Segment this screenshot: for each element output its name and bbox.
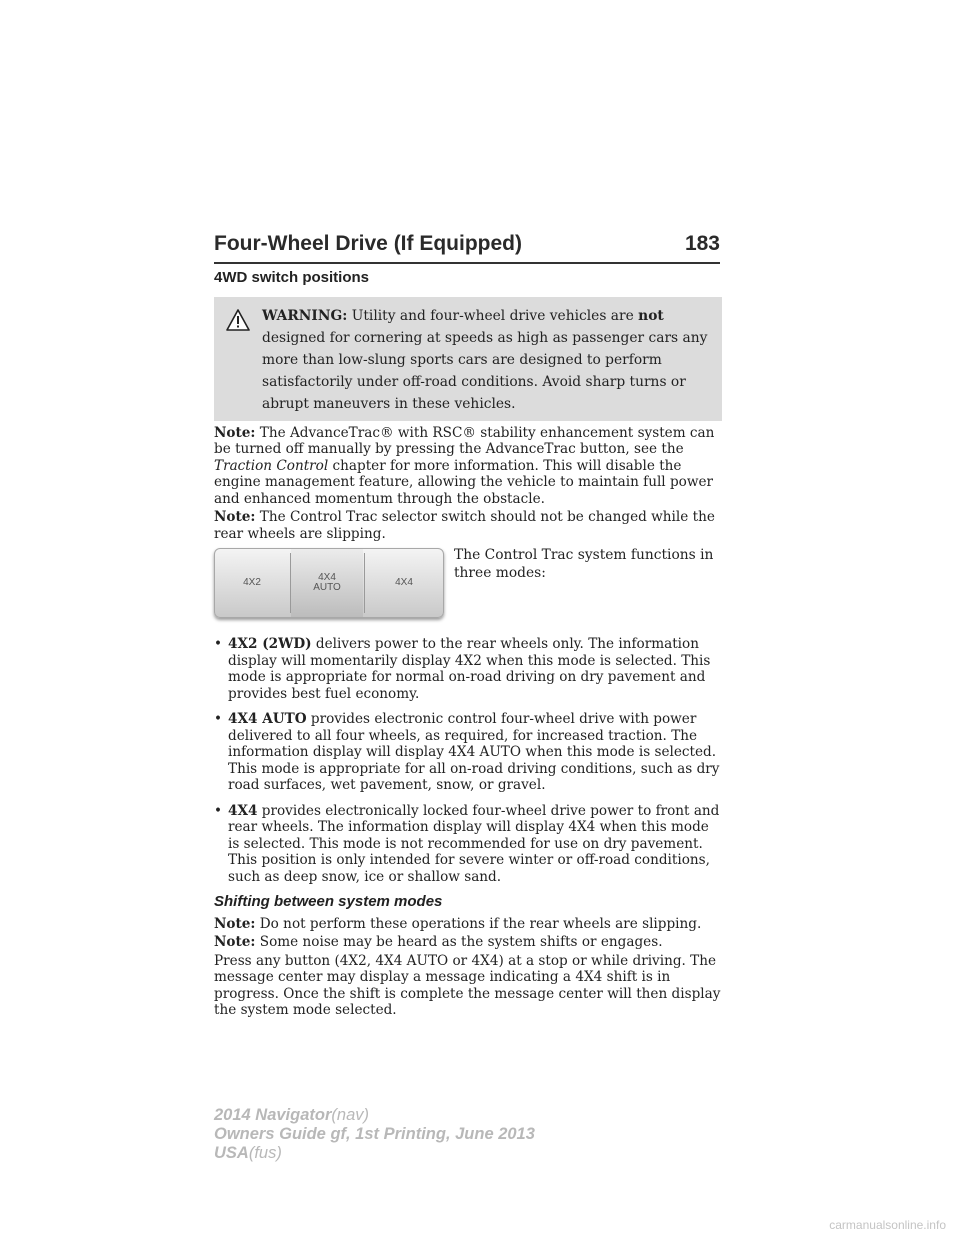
warning-text [218,305,718,415]
page-number: 183 [684,232,720,255]
note-text: chapter for more information. This will disable the engine management feature, allowing the vehicle to maintain full power and enhanced momentum through the obstacle. [214,457,714,507]
note-text: The Control Trac selector switch should not be changed while the rear wheels are slipping. [214,509,715,542]
note-text: The AdvanceTrac® with RSC® stability enhancement system can be turned off manually by pressing the AdvanceTrac button, see the [214,424,715,457]
mode-term: 4X2 (2WD) [228,636,312,652]
list-item [214,636,722,702]
section-title: 4WD switch positions [214,269,370,286]
page-footer [214,1106,535,1163]
shift-paragraph: Press any button (4X2, 4X4 AUTO or 4X4) at a stop or while driving. The message center may display a message indicating a 4X4 shift is in progress. Once the shift is complete the message center will then display the system mode selected. [214,952,721,1018]
modes-intro: The Control Trac system functions in three modes: [454,547,714,581]
footer-model-code: (nav) [331,1106,369,1124]
note-advancetrac [214,425,722,508]
mode-description: provides electronic control four-wheel drive with power delivered to all four wheels, as required, for increased traction. The information display will display 4X4 AUTO when this mode is selected. This mode is appropriate for all on-road driving conditions, such as dry road surfaces, wet pavement, snow, or gravel. [228,711,720,793]
watermark: carmanualsonline.info [829,1218,946,1232]
switch-4x2-segment: 4X2 [243,577,261,588]
switch-auto-line2: AUTO [313,582,341,593]
shift-note [214,934,722,951]
shift-note [214,916,722,933]
subheading: Shifting between system modes [214,893,443,910]
switch-figure-row [214,546,722,630]
switch-4x4-segment: 4X4 [395,577,413,588]
bullet-icon: • [214,711,223,727]
footer-model: 2014 Navigator [214,1106,332,1124]
warning-triangle-icon [226,309,250,331]
footer-edition: Owners Guide gf, 1st Printing, June 2013 [214,1125,535,1143]
note-label: Note: [214,915,256,932]
note-reference: Traction Control [214,457,329,474]
page-content [214,268,722,1021]
mode-description: delivers power to the rear wheels only. The information display will momentarily display 4X2 when this mode is selected. This mode is appropriate for normal on-road driving on dry pavement and provides best fuel economy. [228,636,711,702]
note-label: Note: [214,424,256,441]
warning-label: WARNING: [262,307,348,324]
warning-box [214,297,722,421]
mode-description: provides electronically locked four-wheel drive power to front and rear wheels. The information display will display 4X4 when this mode is selected. This mode is not recommended for use on dry pavement. This position is only intended for severe winter or off-road conditions, such as deep snow, ice or shallow sand. [228,802,720,885]
mode-term: 4X4 AUTO [228,711,307,727]
page-header [214,232,720,264]
note-label: Note: [214,934,256,950]
4wd-switch-illustration [214,548,444,618]
mode-term: 4X4 [228,802,258,819]
mode-list [214,636,722,885]
warning-text-a: Utility and four-wheel drive vehicles are [351,307,634,324]
chapter-title: Four-Wheel Drive (If Equipped) [214,232,522,255]
bullet-icon: • [214,802,223,819]
note-label: Note: [214,509,256,525]
footer-region: USA [214,1144,249,1162]
warning-text-b: designed for cornering at speeds as high as passenger cars any more than low-slung sports cars are designed to perform satisfactorily under off-road conditions. Avoid sharp turns or abrupt maneuvers in these vehicles. [262,329,708,412]
list-item [214,803,722,886]
note-text: Some noise may be heard as the system shifts or engages. [259,934,663,950]
switch-auto-line1: 4X4 [318,572,336,583]
footer-region-code: (fus) [248,1144,282,1162]
header-rule [214,262,720,264]
warning-emphasis: not [638,307,664,324]
note-control-trac [214,509,722,542]
switch-4x4-auto-segment [291,549,363,617]
note-text: Do not perform these operations if the rear wheels are slipping. [259,915,702,932]
bullet-icon: • [214,636,223,652]
list-item [214,711,722,794]
